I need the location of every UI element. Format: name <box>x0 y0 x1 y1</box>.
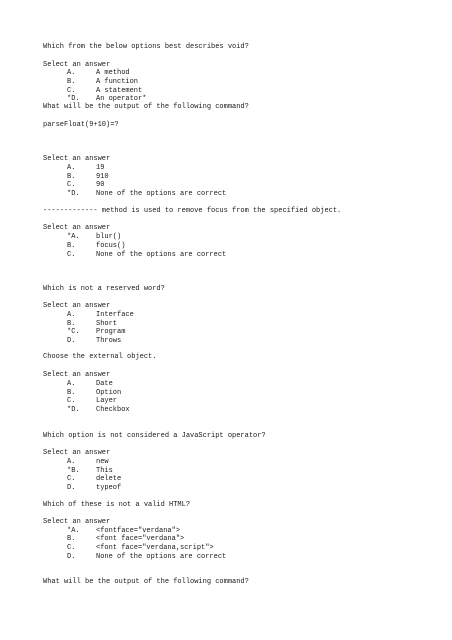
question-text: Choose the external object. <box>43 353 157 361</box>
option-text: new <box>96 458 109 466</box>
option-letter: B. <box>67 78 76 86</box>
option-text: Layer <box>96 397 118 405</box>
question-text: Which of these is not a valid HTML? <box>43 501 191 509</box>
option-text: delete <box>96 475 122 483</box>
question-text: Which is not a reserved word? <box>43 285 165 293</box>
option-letter: C. <box>67 181 76 189</box>
option-text: None of the options are correct <box>96 553 227 561</box>
question-text: What will be the output of the following command? <box>43 578 249 586</box>
option-letter: *B. <box>67 467 80 475</box>
question-text: Which from the below options best describes void? <box>43 43 249 51</box>
option-text: None of the options are correct <box>96 251 227 259</box>
option-letter: A. <box>67 69 76 77</box>
option-text: Date <box>96 380 113 388</box>
option-text: A method <box>96 69 130 77</box>
option-letter: B. <box>67 320 76 328</box>
answer-prompt: Select an answer <box>43 224 111 232</box>
option-letter: C. <box>67 475 76 483</box>
option-text: Interface <box>96 311 134 319</box>
option-letter: D. <box>67 553 76 561</box>
option-text: A function <box>96 78 139 86</box>
option-text: An operator* <box>96 95 147 103</box>
option-letter: D. <box>67 337 76 345</box>
option-text: 19 <box>96 164 105 172</box>
option-text: 910 <box>96 173 109 181</box>
answer-prompt: Select an answer <box>43 155 111 163</box>
option-text: Short <box>96 320 118 328</box>
option-text: This <box>96 467 113 475</box>
option-text: None of the options are correct <box>96 190 227 198</box>
option-letter: C. <box>67 251 76 259</box>
option-letter: B. <box>67 535 76 543</box>
answer-prompt: Select an answer <box>43 449 111 457</box>
code-snippet: parseFloat(9+10)=? <box>43 121 119 129</box>
answer-prompt: Select an answer <box>43 61 111 69</box>
option-letter: B. <box>67 389 76 397</box>
answer-prompt: Select an answer <box>43 371 111 379</box>
option-letter: A. <box>67 164 76 172</box>
option-letter: *A. <box>67 527 80 535</box>
option-letter: A. <box>67 458 76 466</box>
option-text: blur() <box>96 233 122 241</box>
option-text: <font face="verdana,script"> <box>96 544 214 552</box>
question-text: What will be the output of the following command? <box>43 103 249 111</box>
option-text: Throws <box>96 337 122 345</box>
option-letter: *C. <box>67 328 80 336</box>
option-letter: B. <box>67 242 76 250</box>
answer-prompt: Select an answer <box>43 302 111 310</box>
option-text: 90 <box>96 181 105 189</box>
option-letter: *D. <box>67 95 80 103</box>
option-text: Checkbox <box>96 406 130 414</box>
answer-prompt: Select an answer <box>43 518 111 526</box>
option-letter: B. <box>67 173 76 181</box>
option-letter: *A. <box>67 233 80 241</box>
option-letter: C. <box>67 397 76 405</box>
question-text: Which option is not considered a JavaScript operator? <box>43 432 266 440</box>
option-text: focus() <box>96 242 126 250</box>
option-letter: *D. <box>67 406 80 414</box>
option-text: <font face="verdana"> <box>96 535 185 543</box>
option-text: Option <box>96 389 122 397</box>
option-letter: C. <box>67 87 76 95</box>
option-text: A statement <box>96 87 143 95</box>
option-letter: D. <box>67 484 76 492</box>
option-text: <fontface="verdana"> <box>96 527 181 535</box>
option-letter: C. <box>67 544 76 552</box>
option-letter: A. <box>67 311 76 319</box>
option-letter: *D. <box>67 190 80 198</box>
option-letter: A. <box>67 380 76 388</box>
option-text: typeof <box>96 484 122 492</box>
option-text: Program <box>96 328 126 336</box>
question-text: ------------- method is used to remove focus from the specified object. <box>43 207 342 215</box>
